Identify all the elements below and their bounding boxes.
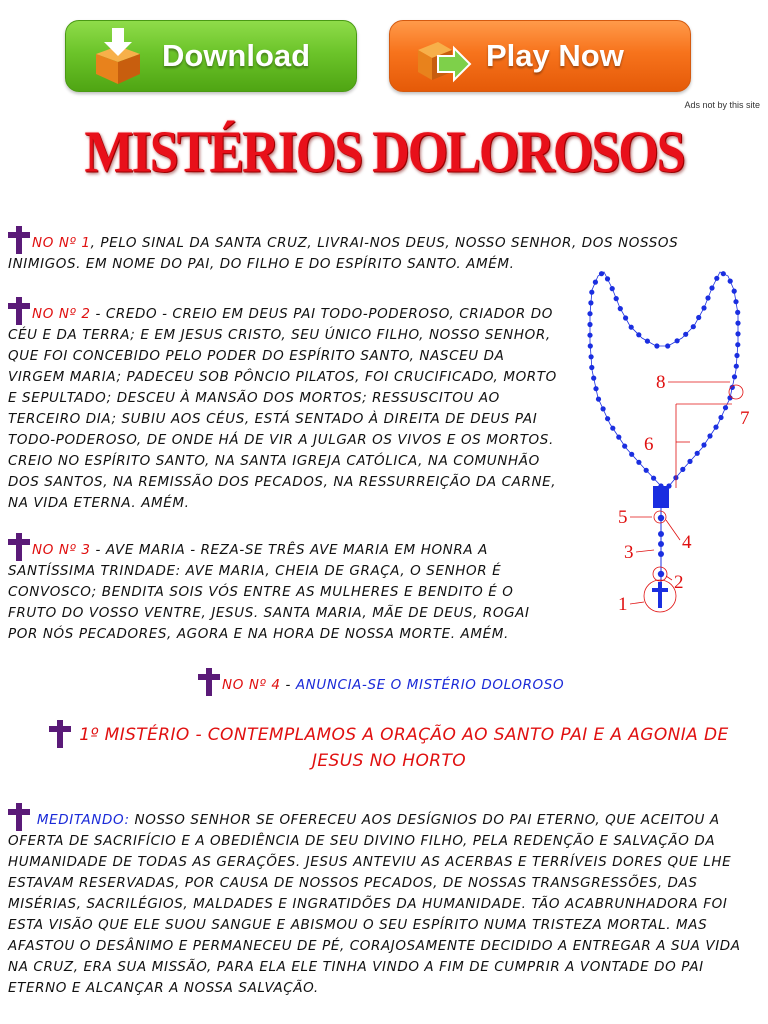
rosary-label-8: 8 [656, 372, 666, 393]
box-download-icon [88, 26, 148, 86]
meditation-label: MEDITANDO: [36, 812, 130, 828]
rosary-bead [728, 279, 733, 284]
rosary-bead [735, 331, 740, 336]
rosary-bead [721, 271, 726, 276]
mystery-heading-text: 1º MISTÉRIO - CONTEMPLAMOS A ORAÇÃO AO SANTO PAI E A AGONIA DE JESUS NO HORTO [79, 725, 729, 771]
rosary-bead [705, 295, 710, 300]
download-label: Download [162, 38, 311, 73]
rosary-bead [735, 342, 740, 347]
play-now-label: Play Now [486, 38, 624, 73]
rosary-bead [599, 271, 604, 276]
rosary-bead [735, 310, 740, 315]
rosary-bead [593, 280, 598, 285]
rosary-bead [587, 311, 592, 316]
cross-icon [8, 533, 30, 561]
rosary-bead [733, 299, 738, 304]
rosary-bead [616, 435, 621, 440]
rosary-bead [601, 406, 606, 411]
rosary-bead [645, 339, 650, 344]
step-3-paragraph [8, 533, 560, 645]
rosary-crucifix [652, 582, 668, 608]
rosary-bead [665, 343, 670, 348]
rosary-bead [695, 451, 700, 456]
rosary-bead [701, 305, 706, 310]
rosary-bead [680, 467, 685, 472]
rosary-bead [732, 374, 737, 379]
rosary-bead [591, 376, 596, 381]
rosary-bead [654, 343, 659, 348]
rosary-pendant-bead [658, 551, 664, 557]
rosary-bead [723, 405, 728, 410]
rosary-bead [589, 365, 594, 370]
rosary-bead [644, 468, 649, 473]
step-3-label: NO Nº 3 [32, 542, 91, 558]
rosary-bead [605, 416, 610, 421]
rosary-diagram [580, 262, 760, 627]
ads-disclaimer: Ads not by this site [684, 100, 760, 110]
rosary-label-2: 2 [674, 572, 684, 593]
rosary-bead [718, 415, 723, 420]
rosary-bead [691, 324, 696, 329]
rosary-label-5: 5 [618, 507, 628, 528]
rosary-label-4: 4 [682, 532, 692, 553]
step-4-label: NO Nº 4 [222, 677, 281, 693]
rosary-bead [629, 325, 634, 330]
rosary-bead [707, 433, 712, 438]
rosary-centerpiece [653, 486, 669, 508]
step-3-text: - AVE MARIA - REZA-SE TRÊS AVE MARIA EM HONRA A SANTÍSSIMA TRINDADE: AVE MARIA, CHEIA DE GRAÇA, O SENHOR É CONVOSCO; BENDITA SOIS VÓS ENTRE AS MULHERES E BENDITO É O FRUTO DO VOSSO VENTRE, JESUS. SANTA MARIA, MÃE DE DEUS, ROGAI POR NÓS PECADORES, AGORA E NA HORA DE NOSSA MORTE. AMÉM. [8, 542, 530, 642]
rosary-pendant-bead [658, 541, 664, 547]
rosary-bead [734, 364, 739, 369]
rosary-bead [735, 321, 740, 326]
rosary-bead [610, 426, 615, 431]
rosary-bead [696, 315, 701, 320]
step-4-paragraph [198, 668, 598, 696]
rosary-bead [587, 333, 592, 338]
rosary-bead [623, 315, 628, 320]
rosary-bead [605, 276, 610, 281]
rosary-bead [687, 459, 692, 464]
rosary-pendant-bead [658, 531, 664, 537]
rosary-bead [714, 276, 719, 281]
cross-icon [198, 668, 220, 696]
page-title: MISTÉRIOS DOLOROSOS [84, 119, 684, 186]
cross-icon [8, 226, 30, 254]
rosary-bead [593, 386, 598, 391]
rosary-bead [709, 285, 714, 290]
rosary-bead [589, 354, 594, 359]
cross-icon [49, 720, 71, 748]
step-2-text: - CREDO - CREIO EM DEUS PAI TODO-PODEROSO, CRIADOR DO CÉU E DA TERRA; E EM JESUS CRISTO, SEU ÚNICO FILHO, NOSSO SENHOR, QUE FOI CONCEBIDO PELO PODER DO ESPÍRITO SANTO, NASCEU DA VIRGEM MARIA; PADECEU SOB PÔNCIO PILATOS, FOI CRUCIFICADO, MORTO E SEPULTADO; DESCEU À MANSÃO DOS MORTOS; RESSUSCITOU AO TERCEIRO DIA; SUBIU AOS CÉUS, ESTÁ SENTADO À DIREITA DE DEUS PAI TODO-PODEROSO, DE ONDE HÁ DE VIR A JULGAR OS VIVOS E OS MORTOS. CREIO NO ESPÍRITO SANTO, NA SANTA IGREJA CATÓLICA, NA COMUNHÃO DOS SANTOS, NA REMISSÃO DOS PECADOS, NA RESSURREIÇÃO DA CARNE, NA VIDA ETERNA. AMÉM. [8, 306, 557, 511]
play-now-ad-button[interactable] [389, 20, 691, 92]
rosary-bead [587, 322, 592, 327]
meditation-text: NOSSO SENHOR SE OFERECEU AOS DESÍGNIOS DO PAI ETERNO, QUE ACEITOU A OFERTA DE SACRIFÍCIO E A OBEDIÊNCIA DE SEU DIVINO FILHO, PELA REDENÇÃO E SALVAÇÃO DA HUMANIDADE DE TODAS AS GERAÇÕES. JESUS ANTEVIU AS ACERBAS E TERRÍVEIS DORES QUE LHE ESTAVAM RESERVADAS, POR CAUSA DE NOSSOS PECADOS, DE NOSSAS TRANSGRESSÕES, DAS MISÉRIAS, SACRILÉGIOS, MALDADES E INGRATIDÕES DA HUMANIDADE. TÃO ACABRUNHADORA FOI ESTA VISÃO QUE ELE SUOU SANGUE E ABISMOU O SEU ESPÍRITO NUMA TRISTEZA MORTAL. MAS AFASTOU O DESÂNIMO E PERMANECEU DE PÉ, CORAJOSAMENTE DECIDIDO A ENTREGAR A SUA VIDA NA CRUZ, ERA SUA MISSÃO, PARA ELA ELE TINHA VINDO A FIM DE CUMPRIR A VONTADE DO PAI ETERNO E ALCANÇAR A NOSSA SALVAÇÃO. [8, 812, 741, 996]
box-play-icon [412, 26, 472, 86]
rosary-bead [588, 300, 593, 305]
rosary-bead [713, 425, 718, 430]
rosary-label-6: 6 [644, 434, 654, 455]
step-4-announcement: ANUNCIA-SE O MISTÉRIO DOLOROSO [295, 677, 565, 693]
rosary-pendant-bead [658, 571, 664, 577]
rosary-chain [587, 271, 740, 582]
rosary-bead [618, 306, 623, 311]
meditation-paragraph [8, 803, 764, 999]
mystery-heading [24, 720, 754, 774]
step-4-separator: - [280, 677, 296, 693]
rosary-bead [636, 332, 641, 337]
rosary-bead [636, 460, 641, 465]
rosary-pendant-bead [658, 515, 664, 521]
rosary-bead [629, 452, 634, 457]
cross-icon [8, 803, 30, 831]
rosary-bead [588, 343, 593, 348]
rosary-bead [734, 353, 739, 358]
rosary-bead [651, 476, 656, 481]
rosary-bead [732, 289, 737, 294]
rosary-bead [683, 332, 688, 337]
rosary-label-1: 1 [618, 594, 628, 615]
step-1-text: , PELO SINAL DA SANTA CRUZ, LIVRAI-NOS DEUS, NOSSO SENHOR, DOS NOSSOS INIMIGOS. EM NOME DO PAI, DO FILHO E DO ESPÍRITO SANTO. AMÉM. [8, 235, 679, 272]
step-2-paragraph [8, 297, 564, 514]
cross-icon [8, 297, 30, 325]
rosary-label-7: 7 [740, 408, 750, 429]
rosary-bead [589, 290, 594, 295]
rosary-bead [622, 444, 627, 449]
step-2-label: NO Nº 2 [32, 306, 91, 322]
rosary-bead [675, 338, 680, 343]
rosary-bead [596, 397, 601, 402]
download-ad-button[interactable] [65, 20, 357, 92]
rosary-bead [701, 442, 706, 447]
rosary-bead [614, 296, 619, 301]
step-1-label: NO Nº 1 [32, 235, 91, 251]
rosary-bead [610, 286, 615, 291]
rosary-label-3: 3 [624, 542, 634, 563]
